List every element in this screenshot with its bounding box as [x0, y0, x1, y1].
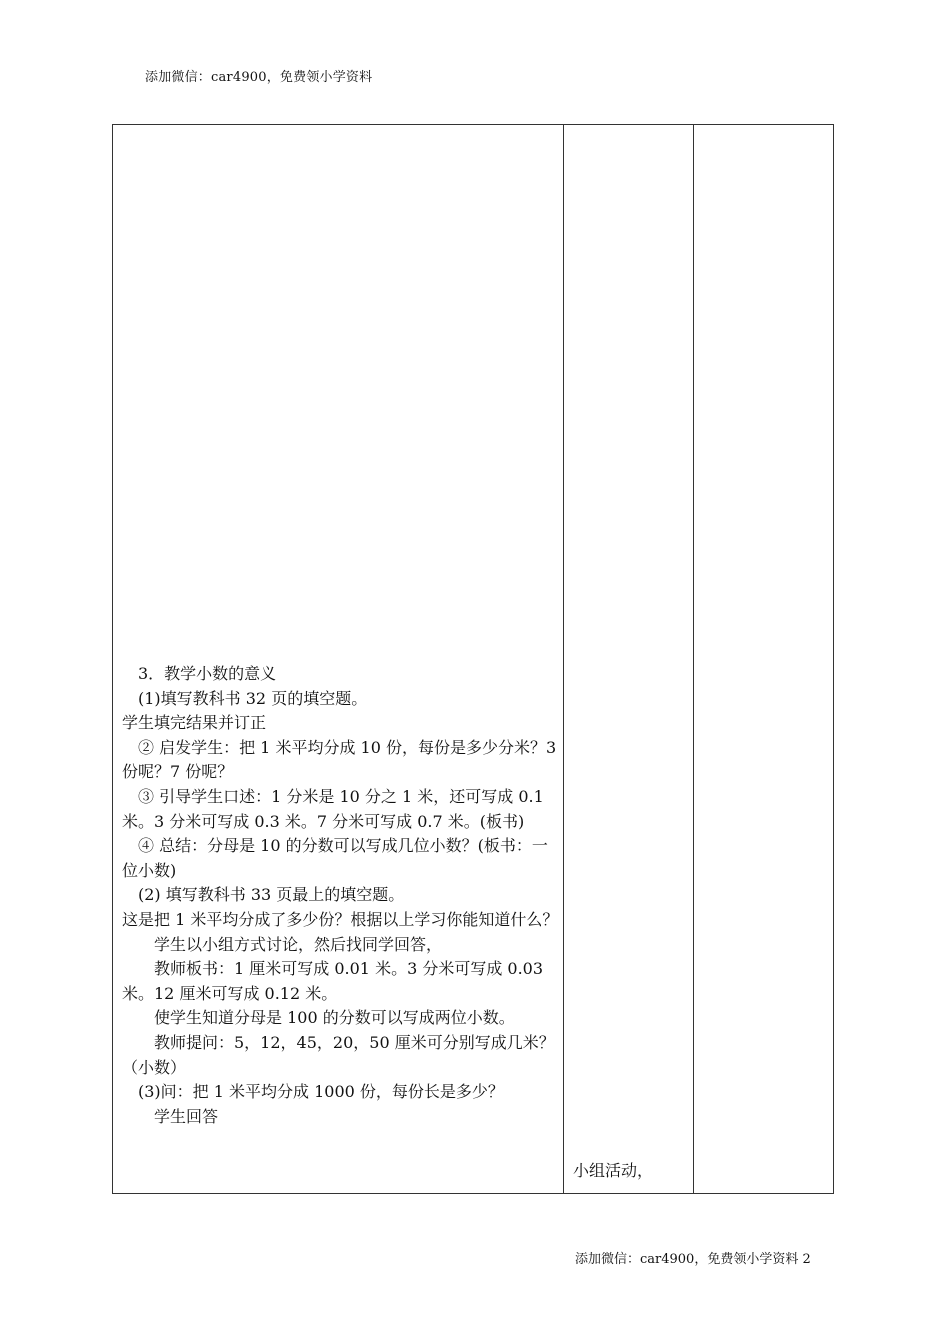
lesson-line: 使学生知道分母是 100 的分数可以写成两位小数。 [122, 1008, 515, 1028]
page-header: 添加微信：car4900，免费领小学资料 [145, 70, 373, 85]
lesson-line: (2) 填写教科书 33 页最上的填空题。 [122, 885, 405, 905]
page-footer: 添加微信：car4900，免费领小学资料 2 [575, 1252, 811, 1267]
lesson-line: 学生以小组方式讨论，然后找同学回答， [122, 934, 443, 954]
lesson-line: 这是把 1 米平均分成了多少份？根据以上学习你能知道什么？ [122, 909, 559, 929]
lesson-content [122, 662, 562, 1129]
lesson-line: ② 启发学生：把 1 米平均分成 10 份，每份是多少分米？3 份呢？7 份呢？ [122, 737, 557, 782]
lesson-line: 教师提问：5，12，45，20，50 厘米可分别写成几米？（小数） [122, 1032, 555, 1077]
lesson-line: 3．教学小数的意义 [122, 664, 277, 683]
lesson-line: (1)填写教科书 32 页的填空题。 [122, 688, 368, 708]
lesson-line: ③ 引导学生口述：1 分米是 10 分之 1 米，还可写成 0.1 米。3 分米可写成 0.3 米。7 分米可写成 0.7 米。(板书) [122, 786, 544, 831]
lesson-line: 学生填完结果并订正 [122, 713, 267, 733]
column-divider [563, 125, 564, 1193]
activity-note: 小组活动， [573, 1161, 654, 1180]
lesson-line: (3)问：把 1 米平均分成 1000 份，每份长是多少？ [122, 1082, 504, 1102]
column-divider [693, 125, 694, 1193]
lesson-line: 教师板书：1 厘米可写成 0.01 米。3 分米可写成 0.03 米。12 厘米可写成 0.12 米。 [122, 959, 544, 1003]
lesson-line: ④ 总结：分母是 10 的分数可以写成几位小数？(板书：一位小数) [122, 836, 548, 880]
lesson-line: 学生回答 [122, 1106, 219, 1126]
